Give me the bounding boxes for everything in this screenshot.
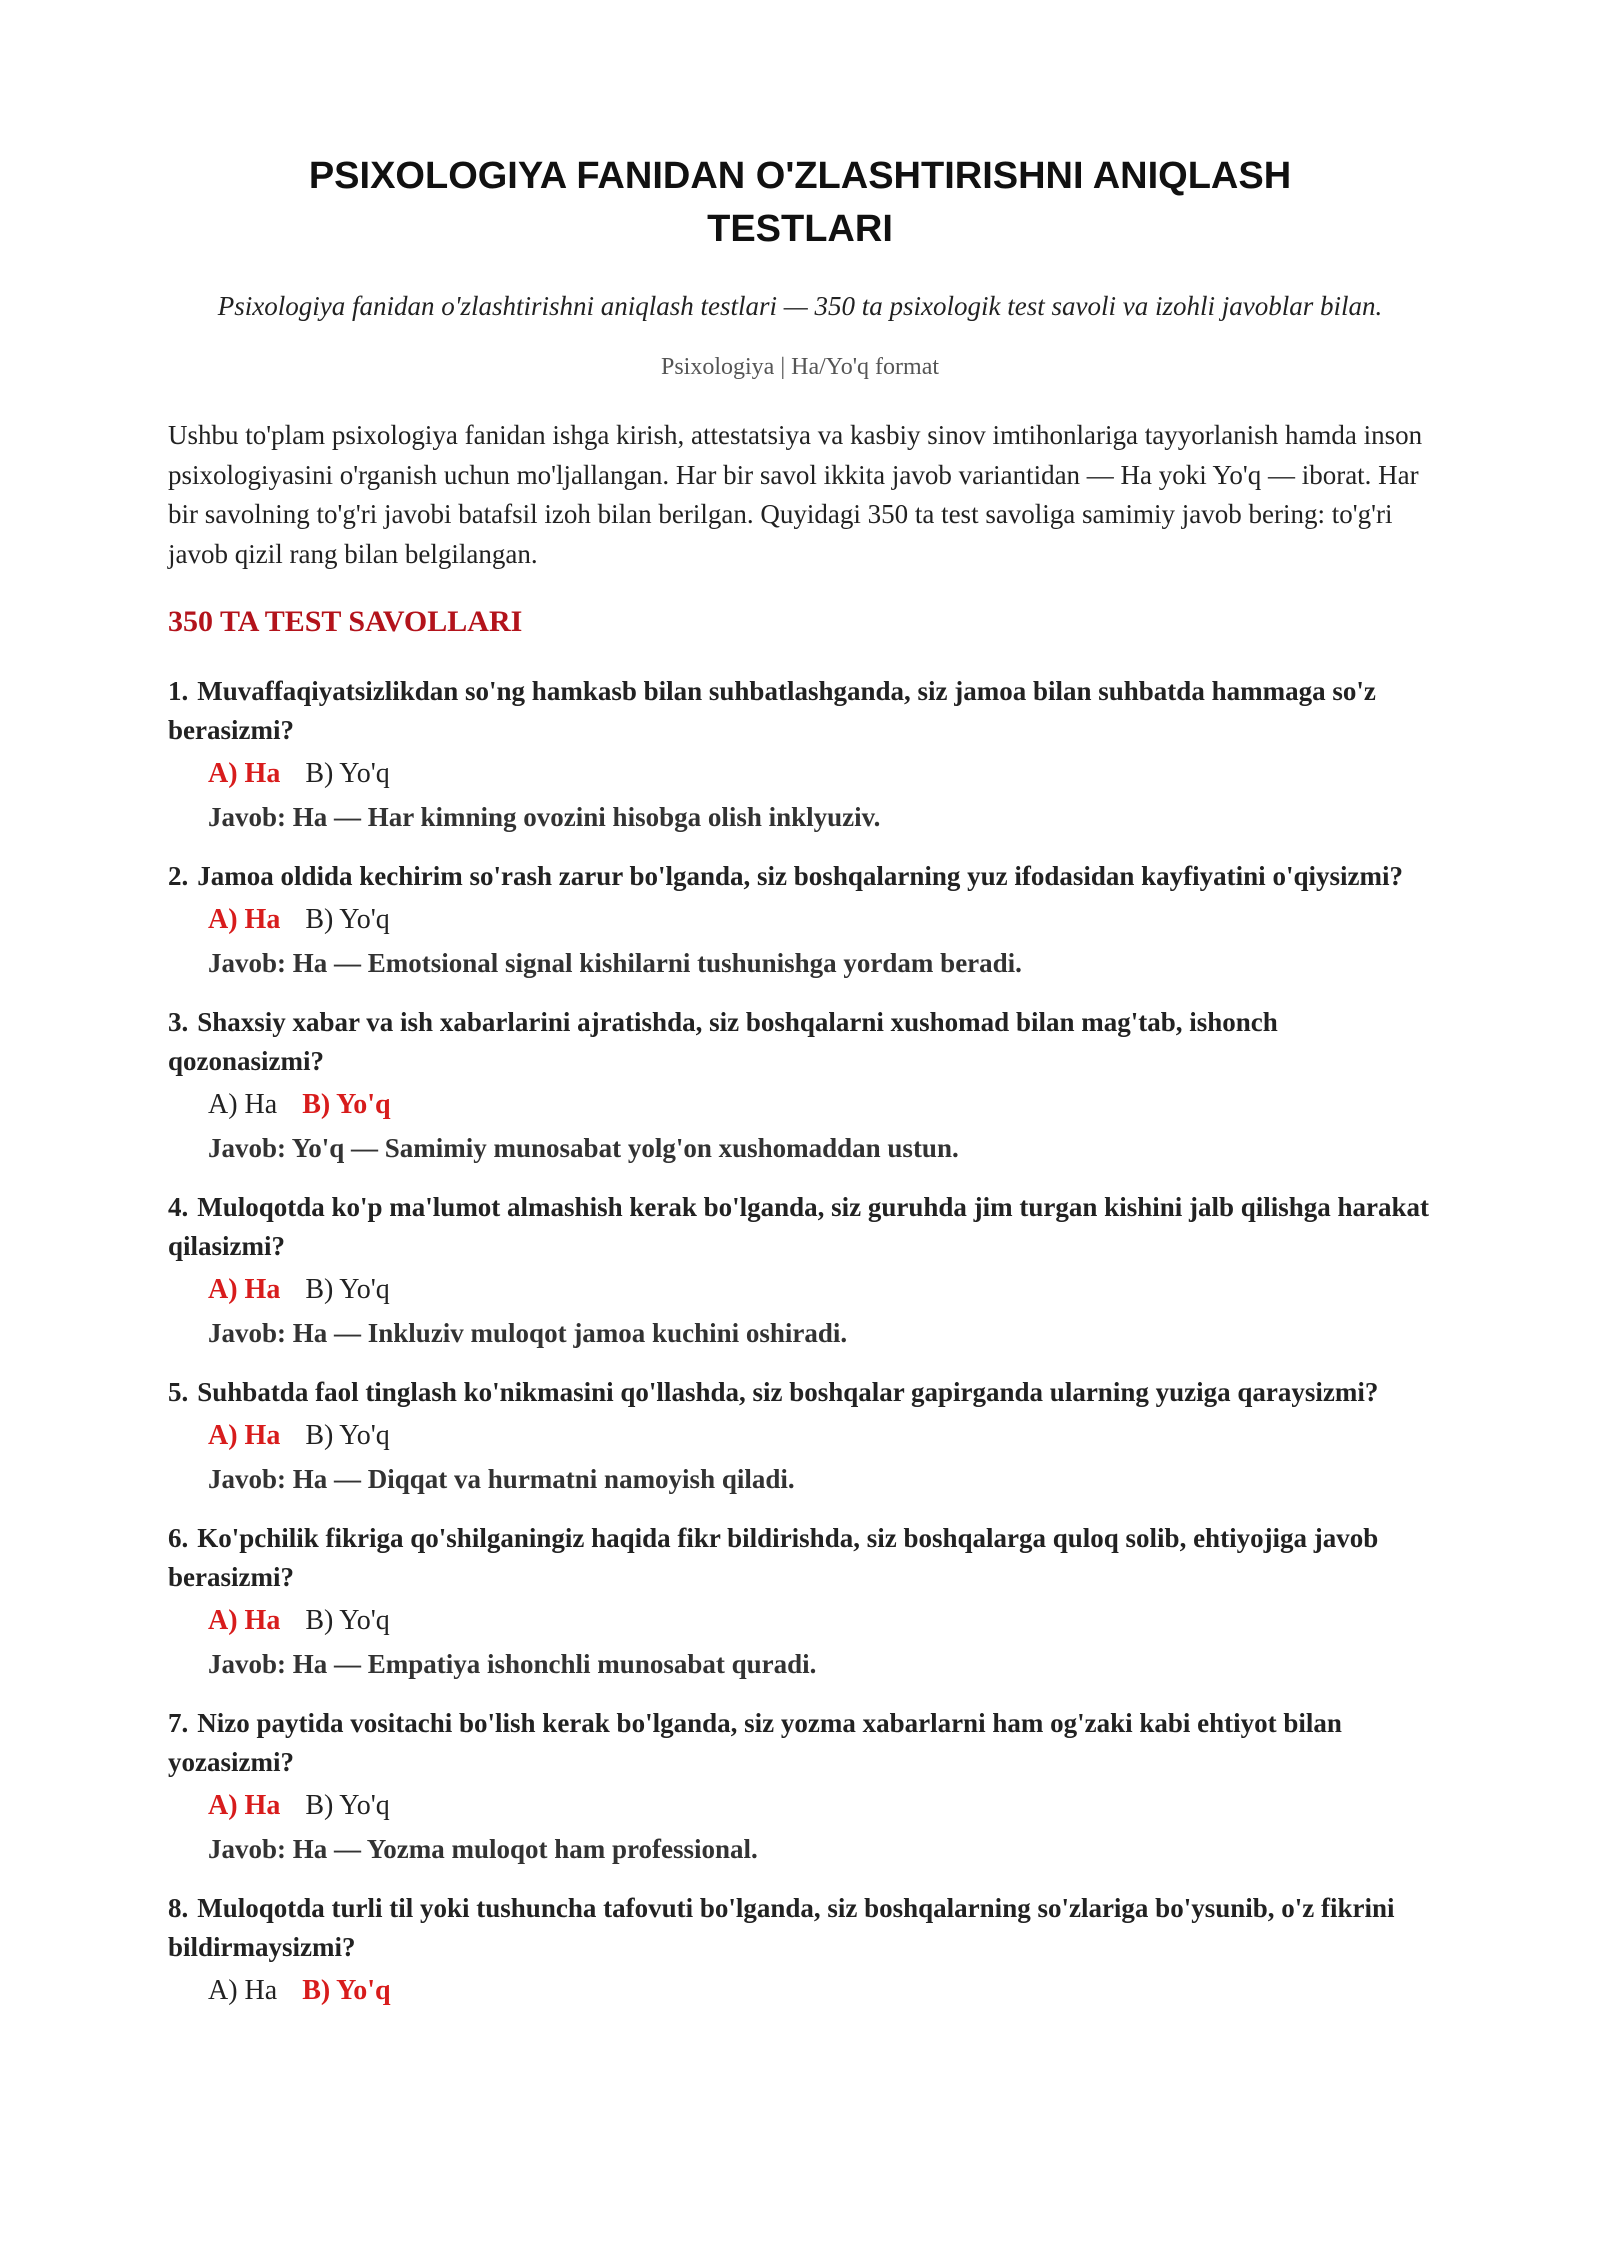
question-item bbox=[168, 857, 1432, 984]
answer-options bbox=[208, 1085, 1432, 1125]
answer-explanation: Javob: Ha — Diqqat va hurmatni namoyish qiladi. bbox=[208, 1464, 795, 1494]
answer-explanation: Javob: Ha — Inkluziv muloqot jamoa kuchini oshiradi. bbox=[208, 1318, 848, 1348]
answer-options bbox=[208, 754, 1432, 794]
option-a[interactable]: A) Ha bbox=[208, 758, 281, 789]
option-a[interactable]: A) Ha bbox=[208, 1790, 281, 1821]
answer-explanation: Javob: Ha — Emotsional signal kishilarni tushunishga yordam beradi. bbox=[208, 948, 1022, 978]
question-body: Muloqotda turli til yoki tushuncha tafovuti bo'lganda, siz boshqalarning so'zlariga bo'ysunib, o'z fikrini bildirmaysizmi? bbox=[168, 1893, 1395, 1962]
question-number: 6. bbox=[168, 1523, 189, 1553]
option-a[interactable]: A) Ha bbox=[208, 1089, 278, 1120]
answer-options bbox=[208, 1786, 1432, 1826]
answer-options bbox=[208, 900, 1432, 940]
question-item bbox=[168, 1889, 1432, 2011]
question-body: Nizo paytida vositachi bo'lish kerak bo'lganda, siz yozma xabarlarni ham og'zaki kabi ehtiyot bilan yozasizmi? bbox=[168, 1708, 1342, 1777]
question-item bbox=[168, 1003, 1432, 1169]
option-a[interactable]: A) Ha bbox=[208, 1420, 281, 1451]
option-a[interactable]: A) Ha bbox=[208, 1975, 278, 2006]
option-b[interactable]: B) Yo'q bbox=[305, 758, 390, 789]
question-body: Jamoa oldida kechirim so'rash zarur bo'lganda, siz boshqalarning yuz ifodasidan kayfiyatini o'qiysizmi? bbox=[197, 861, 1403, 891]
question-text bbox=[168, 1188, 1432, 1266]
answer-options bbox=[208, 1971, 1432, 2011]
option-b[interactable]: B) Yo'q bbox=[305, 1605, 390, 1636]
option-b[interactable]: B) Yo'q bbox=[302, 1089, 391, 1120]
intro-paragraph: Ushbu to'plam psixologiya fanidan ishga kirish, attestatsiya va kasbiy sinov imtihonlariga tayyorlanish hamda inson psixologiyasini o'rganish uchun mo'ljallangan. Har bir savol ikkita javob variantidan — Ha yoki Yo'q — iborat. Har bir savolning to'g'ri javobi batafsil izoh bilan berilgan. Quyidagi 350 ta test savoliga samimiy javob bering: to'g'ri javob qizil rang bilan belgilangan. bbox=[168, 420, 1423, 569]
question-text bbox=[168, 1373, 1432, 1412]
question-text bbox=[168, 857, 1432, 896]
section-heading: 350 TA TEST SAVOLLARI bbox=[168, 605, 523, 638]
answer-explanation: Javob: Ha — Yozma muloqot ham professional. bbox=[208, 1834, 758, 1864]
option-b[interactable]: B) Yo'q bbox=[305, 1420, 390, 1451]
question-number: 8. bbox=[168, 1893, 189, 1923]
question-body: Muloqotda ko'p ma'lumot almashish kerak bo'lganda, siz guruhda jim turgan kishini jalb qilishga harakat qilasizmi? bbox=[168, 1192, 1430, 1261]
document-meta: Psixologiya | Ha/Yo'q format bbox=[660, 354, 940, 380]
answer-options bbox=[208, 1416, 1432, 1456]
option-a[interactable]: A) Ha bbox=[208, 904, 281, 935]
question-number: 2. bbox=[168, 861, 189, 891]
option-a[interactable]: A) Ha bbox=[208, 1274, 281, 1305]
question-text bbox=[168, 672, 1432, 750]
question-number: 7. bbox=[168, 1708, 189, 1738]
question-number: 3. bbox=[168, 1007, 189, 1037]
option-a[interactable]: A) Ha bbox=[208, 1605, 281, 1636]
option-b[interactable]: B) Yo'q bbox=[302, 1975, 391, 2006]
answer-explanation: Javob: Yo'q — Samimiy munosabat yolg'on xushomaddan ustun. bbox=[208, 1133, 959, 1163]
question-item bbox=[168, 1188, 1432, 1354]
question-number: 1. bbox=[168, 676, 189, 706]
question-text bbox=[168, 1704, 1432, 1782]
answer-options bbox=[208, 1601, 1432, 1641]
option-b[interactable]: B) Yo'q bbox=[305, 1790, 390, 1821]
option-b[interactable]: B) Yo'q bbox=[305, 1274, 390, 1305]
question-number: 5. bbox=[168, 1377, 189, 1407]
question-item bbox=[168, 1519, 1432, 1685]
answer-explanation: Javob: Ha — Har kimning ovozini hisobga olish inklyuziv. bbox=[208, 802, 881, 832]
option-b[interactable]: B) Yo'q bbox=[305, 904, 390, 935]
question-body: Shaxsiy xabar va ish xabarlarini ajratishda, siz boshqalarni xushomad bilan mag'tab, ishonch qozonasizmi? bbox=[168, 1007, 1278, 1076]
question-body: Suhbatda faol tinglash ko'nikmasini qo'llashda, siz boshqalar gapirganda ularning yuziga qaraysizmi? bbox=[197, 1377, 1379, 1407]
question-text bbox=[168, 1519, 1432, 1597]
question-item bbox=[168, 672, 1432, 838]
question-number: 4. bbox=[168, 1192, 189, 1222]
answer-options bbox=[208, 1270, 1432, 1310]
question-item bbox=[168, 1704, 1432, 1870]
question-text bbox=[168, 1003, 1432, 1081]
question-list bbox=[168, 672, 1432, 2011]
question-body: Muvaffaqiyatsizlikdan so'ng hamkasb bilan suhbatlashganda, siz jamoa bilan suhbatda hammaga so'z berasizmi? bbox=[168, 676, 1376, 745]
document-subtitle: Psixologiya fanidan o'zlashtirishni aniqlash testlari — 350 ta psixologik test savoli va izohli javoblar bilan. bbox=[217, 291, 1383, 321]
question-body: Ko'pchilik fikriga qo'shilganingiz haqida fikr bildirishda, siz boshqalarga quloq solib, ehtiyojiga javob berasizmi? bbox=[168, 1523, 1379, 1592]
question-text bbox=[168, 1889, 1432, 1967]
answer-explanation: Javob: Ha — Empatiya ishonchli munosabat quradi. bbox=[208, 1649, 817, 1679]
document-title: PSIXOLOGIYA FANIDAN O'ZLASHTIRISHNI ANIQLASH TESTLARI bbox=[308, 155, 1292, 250]
question-item bbox=[168, 1373, 1432, 1500]
